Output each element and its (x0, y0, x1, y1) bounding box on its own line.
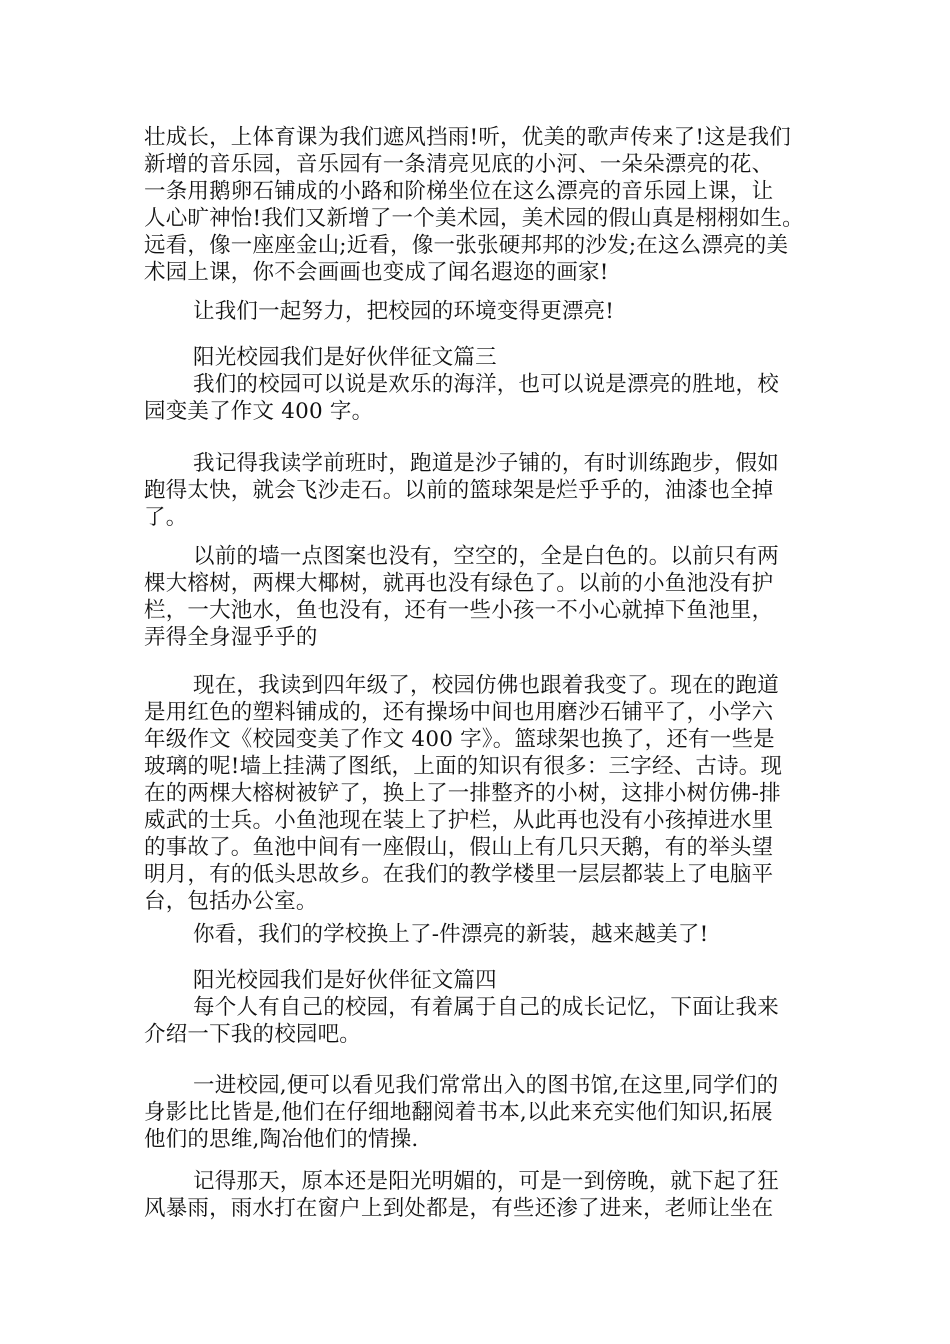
section-heading: 阳光校园我们是好伙伴征文篇四 (193, 968, 497, 993)
text-line: 的事故了。鱼池中间有一座假山，假山上有几只天鹅，有的举头望 (144, 835, 774, 860)
text-line: 一进校园,便可以看见我们常常出入的图书馆,在这里,同学们的 (193, 1073, 779, 1098)
text-line: 年级作文《校园变美了作文 400 字》。篮球架也换了，还有一些是 (144, 727, 775, 752)
text-line: 台，包括办公室。 (144, 889, 318, 914)
text-line: 明月，有的低头思故乡。在我们的教学楼里一层层都装上了电脑平 (144, 862, 774, 887)
text-line: 每个人有自己的校园，有着属于自己的成长记忆，下面让我来 (193, 995, 779, 1020)
text-line: 我们的校园可以说是欢乐的海洋，也可以说是漂亮的胜地，校 (193, 372, 779, 397)
text-line: 我记得我读学前班时，跑道是沙子铺的，有时训练跑步，假如 (193, 451, 779, 476)
text-line: 了。 (144, 505, 188, 530)
text-line: 记得那天，原本还是阳光明媚的，可是一到傍晚，就下起了狂 (193, 1169, 779, 1194)
text-line: 玻璃的呢!墙上挂满了图纸，上面的知识有很多：三字经、古诗。现 (144, 754, 783, 779)
text-line: 棵大榕树，两棵大椰树，就再也没有绿色了。以前的小鱼池没有护 (144, 571, 774, 596)
text-line: 园变美了作文 400 字。 (144, 399, 374, 424)
text-line: 你看，我们的学校换上了-件漂亮的新装，越来越美了! (193, 922, 709, 947)
text-line: 他们的思维,陶冶他们的情操. (144, 1127, 419, 1152)
text-line: 术园上课，你不会画画也变成了闻名遐迩的画家! (144, 260, 609, 285)
text-line: 远看，像一座座金山;近看，像一张张硬邦邦的沙发;在这么漂亮的美 (144, 233, 789, 258)
text-line: 在的两棵大榕树被铲了，换上了一排整齐的小树，这排小树仿佛-排 (144, 781, 781, 806)
text-line: 新增的音乐园，音乐园有一条清亮见底的小河、一朵朵漂亮的花、 (144, 152, 774, 177)
text-line: 身影比比皆是,他们在仔细地翻阅着书本,以此来充实他们知识,拓展 (144, 1100, 773, 1125)
section-heading: 阳光校园我们是好伙伴征文篇三 (193, 345, 497, 370)
text-line: 跑得太快，就会飞沙走石。以前的篮球架是烂乎乎的，油漆也全掉 (144, 478, 774, 503)
text-line: 栏，一大池水，鱼也没有，还有一些小孩一不小心就掉下鱼池里， (144, 598, 774, 623)
text-line: 让我们一起努力，把校园的环境变得更漂亮! (193, 299, 615, 324)
text-line: 一条用鹅卵石铺成的小路和阶梯坐位在这么漂亮的音乐园上课，让 (144, 179, 774, 204)
text-line: 弄得全身湿乎乎的 (144, 625, 318, 650)
text-line: 以前的墙一点图案也没有，空空的，全是白色的。以前只有两 (193, 544, 779, 569)
text-line: 威武的士兵。小鱼池现在装上了护栏，从此再也没有小孩掉进水里 (144, 808, 774, 833)
text-line: 人心旷神怡!我们又新增了一个美术园，美术园的假山真是栩栩如生。 (144, 206, 804, 231)
text-line: 是用红色的塑料铺成的，还有操场中间也用磨沙石铺平了，小学六 (144, 700, 774, 725)
text-line: 壮成长，上体育课为我们遮风挡雨!听，优美的歌声传来了!这是我们 (144, 125, 791, 150)
text-line: 介绍一下我的校园吧。 (144, 1022, 362, 1047)
text-line: 风暴雨，雨水打在窗户上到处都是，有些还渗了进来，老师让坐在 (144, 1196, 774, 1221)
text-line: 现在，我读到四年级了，校园仿佛也跟着我变了。现在的跑道 (193, 673, 779, 698)
